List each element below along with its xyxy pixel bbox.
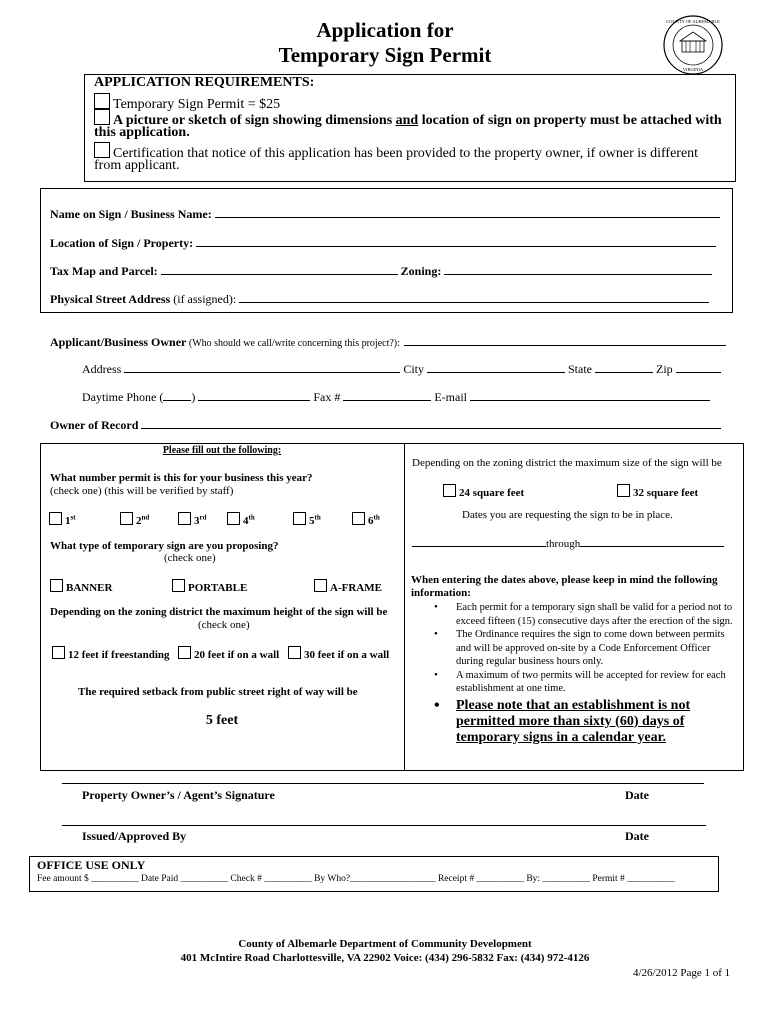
permit-option-4[interactable]: 4th [227, 512, 293, 527]
phone-input[interactable] [198, 389, 310, 401]
check-number-field[interactable]: Check # __________ [230, 874, 312, 884]
office-use-heading: OFFICE USE ONLY [37, 858, 146, 872]
rule-item: • A maximum of two permits will be accepted for review for each establishment at one time. [410, 669, 736, 696]
height-options [52, 646, 389, 661]
city-input[interactable] [427, 361, 565, 373]
rule-item: • Each permit for a temporary sign shall be valid for a period not to exceed fifteen (15) consecutive days after the erection of the sign. [410, 601, 736, 628]
requirement-certification: Certification that notice of this application has been provided to the property owner, if owner is different [94, 142, 698, 162]
permit-number-note: (check one) (this will be verified by staff) [50, 485, 234, 497]
svg-text:COUNTY OF ALBEMARLE: COUNTY OF ALBEMARLE [666, 19, 720, 24]
issued-by-label: Issued/Approved By [82, 829, 187, 843]
issued-signature-line[interactable] [62, 825, 706, 826]
sign-type-question: What type of temporary sign are you proposing? [50, 540, 279, 552]
requirement-certification-cont: from applicant. [94, 158, 180, 173]
requirement-fee: Temporary Sign Permit = $25 [94, 93, 280, 113]
height-question: Depending on the zoning district the maximum height of the sign will be [50, 606, 388, 618]
applicant-input[interactable] [404, 337, 726, 346]
rule-item: • The Ordinance requires the sign to come down between permits and will be approved on-site by a Code Enforcement Officer during regular business hours only. [410, 628, 736, 669]
height-30-option[interactable]: 30 feet if on a wall [288, 646, 389, 661]
date-label-2: Date [625, 829, 649, 843]
office-use-fields [37, 874, 675, 884]
certification-checkbox[interactable] [94, 142, 110, 158]
date-label-1: Date [625, 788, 649, 802]
zoning-input[interactable] [444, 263, 712, 275]
location-field: Location of Sign / Property: [50, 235, 716, 251]
by-field[interactable]: By: __________ [526, 874, 590, 884]
location-input[interactable] [196, 235, 716, 247]
footer-department: County of Albemarle Department of Community Development [238, 938, 532, 950]
permit-option-3[interactable]: 3rd [178, 512, 227, 527]
setback-value: 5 feet [205, 713, 239, 728]
permit-number-question: What number permit is this for your business this year? [50, 472, 313, 484]
start-date-input[interactable] [412, 535, 546, 547]
applicant-field: Applicant/Business Owner (Who should we call/write concerning this project?): [50, 333, 726, 351]
page-title-line1: Application for [316, 18, 454, 42]
contact-row: Daytime Phone ( ) Fax # E-mail [82, 389, 710, 405]
size-question: Depending on the zoning district the maximum size of the sign will be [412, 457, 722, 469]
sixty-day-limit-note: • Please note that an establishment is not permitted more than sixty (60) days of temporary signs in a calendar year. [410, 698, 736, 746]
name-on-sign-field: Name on Sign / Business Name: [50, 206, 720, 222]
permit-option-5[interactable]: 5th [293, 512, 352, 527]
banner-option[interactable]: BANNER [50, 579, 172, 594]
address-row: Address City State Zip [82, 361, 721, 377]
requirement-sketch: A picture or sketch of sign showing dimensions and location of sign on property must be attached with [94, 109, 722, 129]
zip-input[interactable] [676, 361, 721, 373]
by-who-field[interactable]: By Who?__________________ [314, 874, 436, 884]
a-frame-option[interactable]: A-FRAME [314, 579, 382, 594]
permit-rules-list [410, 601, 736, 746]
footer-address: 401 McIntire Road Charlottesville, VA 22902 Voice: (434) 296-5832 Fax: (434) 972-4126 [180, 952, 590, 964]
permit-option-6[interactable]: 6th [352, 512, 380, 527]
county-seal-logo [660, 14, 726, 76]
size-24-option[interactable]: 24 square feet [443, 484, 524, 499]
permit-option-2[interactable]: 2nd [120, 512, 178, 527]
svg-text:VIRGINIA: VIRGINIA [682, 67, 704, 72]
sign-type-options [50, 579, 382, 594]
height-note: (check one) [198, 619, 250, 631]
email-input[interactable] [470, 389, 710, 401]
end-date-input[interactable] [580, 535, 724, 547]
owner-signature-line[interactable] [62, 783, 704, 784]
sketch-checkbox[interactable] [94, 109, 110, 125]
fee-checkbox[interactable] [94, 93, 110, 109]
area-code-input[interactable] [163, 389, 191, 401]
height-12-option[interactable]: 12 feet if freestanding [52, 646, 178, 661]
date-paid-field[interactable]: Date Paid __________ [140, 874, 229, 884]
receipt-number-field[interactable]: Receipt # __________ [437, 874, 524, 884]
height-20-option[interactable]: 20 feet if on a wall [178, 646, 288, 661]
street-address-input[interactable] [239, 291, 709, 303]
dates-row: through [412, 535, 724, 550]
owner-signature-label: Property Owner’s / Agent’s Signature [82, 788, 275, 802]
size-32-option[interactable]: 32 square feet [617, 484, 698, 499]
portable-option[interactable]: PORTABLE [172, 579, 314, 594]
requirement-sketch-cont: this application. [94, 125, 190, 140]
name-on-sign-input[interactable] [215, 206, 720, 218]
owner-of-record-field: Owner of Record [50, 417, 721, 433]
permit-number-options [49, 512, 380, 527]
permit-option-1[interactable]: 1st [49, 512, 120, 527]
sign-type-note: (check one) [164, 552, 216, 564]
page-number: 4/26/2012 Page 1 of 1 [633, 967, 731, 979]
setback-text: The required setback from public street right of way will be [78, 686, 358, 698]
fee-amount-field[interactable]: Fee amount $ __________ [37, 874, 139, 884]
dates-note-heading: When entering the dates above, please keep in mind the following information: [411, 574, 718, 599]
owner-of-record-input[interactable] [141, 417, 721, 429]
permit-number-field[interactable]: Permit # __________ [592, 874, 675, 884]
column-divider [404, 443, 405, 771]
requirements-heading: APPLICATION REQUIREMENTS: [94, 75, 315, 90]
address-input[interactable] [124, 361, 400, 373]
state-input[interactable] [595, 361, 653, 373]
fax-input[interactable] [343, 389, 431, 401]
tax-map-input[interactable] [161, 263, 398, 275]
dates-question: Dates you are requesting the sign to be in place. [462, 509, 673, 521]
left-panel-heading: Please fill out the following: [162, 445, 282, 456]
street-address-field: Physical Street Address (if assigned): [50, 291, 709, 307]
tax-zoning-field: Tax Map and Parcel: Zoning: [50, 263, 712, 279]
page-title-line2: Temporary Sign Permit [278, 43, 492, 67]
